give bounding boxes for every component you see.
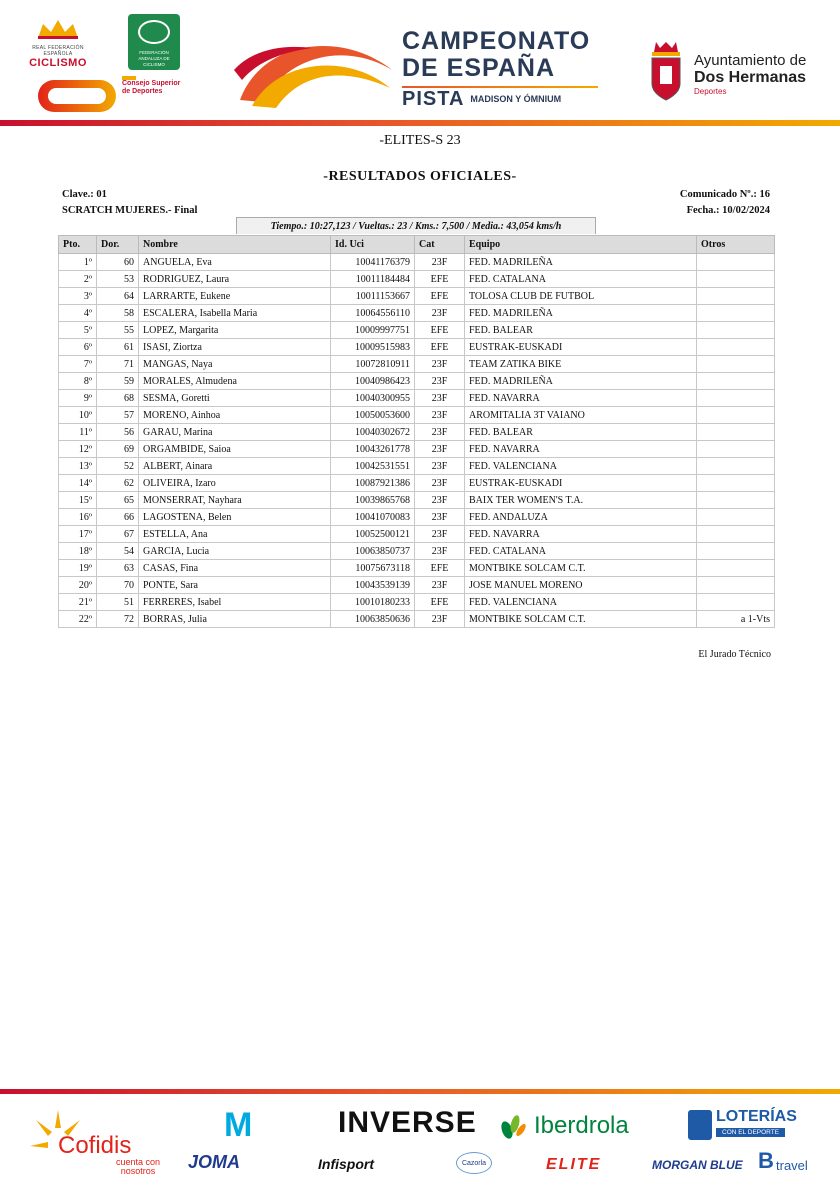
cell-name: ANGUELA, Eva xyxy=(139,254,331,271)
table-row xyxy=(59,356,775,373)
cell-other xyxy=(697,492,775,509)
cell-team: FED. VALENCIANA xyxy=(465,458,697,475)
ayuntamiento-line3: Deportes xyxy=(694,87,727,96)
cell-position: 8º xyxy=(59,373,97,390)
cell-other xyxy=(697,390,775,407)
rfec-crown-icon xyxy=(33,18,83,40)
cell-bib: 57 xyxy=(97,407,139,424)
cell-name: ORGAMBIDE, Saioa xyxy=(139,441,331,458)
table-row xyxy=(59,441,775,458)
table-row xyxy=(59,305,775,322)
cell-category: 23F xyxy=(415,424,465,441)
cell-other xyxy=(697,441,775,458)
cell-name: PONTE, Sara xyxy=(139,577,331,594)
cell-other xyxy=(697,305,775,322)
cell-other xyxy=(697,271,775,288)
header-divider xyxy=(0,120,840,126)
ayuntamiento-line2: Dos Hermanas xyxy=(694,69,807,86)
cell-category: EFE xyxy=(415,288,465,305)
cell-category: 23F xyxy=(415,390,465,407)
table-row xyxy=(59,543,775,560)
cell-category: 23F xyxy=(415,492,465,509)
cell-position: 3º xyxy=(59,288,97,305)
cell-uci-id: 10011184484 xyxy=(331,271,415,288)
cell-bib: 60 xyxy=(97,254,139,271)
jurado-signature: El Jurado Técnico xyxy=(698,649,771,660)
table-row xyxy=(59,492,775,509)
results-body xyxy=(59,254,775,628)
cell-team: FED. NAVARRA xyxy=(465,441,697,458)
cell-other: a 1-Vts xyxy=(697,611,775,628)
cell-position: 19º xyxy=(59,560,97,577)
cell-position: 12º xyxy=(59,441,97,458)
cell-bib: 61 xyxy=(97,339,139,356)
campeonato-line2: DE ESPAÑA xyxy=(402,54,556,82)
cell-name: LARRARTE, Eukene xyxy=(139,288,331,305)
cell-other xyxy=(697,458,775,475)
cell-bib: 65 xyxy=(97,492,139,509)
cell-other xyxy=(697,560,775,577)
rfec-logo xyxy=(18,18,98,69)
cell-team: FED. MADRILEÑA xyxy=(465,254,697,271)
cell-category: 23F xyxy=(415,543,465,560)
cell-uci-id: 10040300955 xyxy=(331,390,415,407)
cell-name: GARCIA, Lucia xyxy=(139,543,331,560)
campeonato-swoosh-icon xyxy=(232,30,397,112)
cell-team: FED. MADRILEÑA xyxy=(465,305,697,322)
cyclist-icon xyxy=(138,20,170,44)
table-row xyxy=(59,560,775,577)
faca-label: FEDERACIÓN ANDALUZA DE CICLISMO xyxy=(138,50,170,67)
cell-position: 2º xyxy=(59,271,97,288)
page-header xyxy=(0,0,840,128)
table-row xyxy=(59,322,775,339)
table-header-row xyxy=(59,236,775,254)
cell-category: 23F xyxy=(415,305,465,322)
cell-category: 23F xyxy=(415,526,465,543)
cell-position: 20º xyxy=(59,577,97,594)
table-row xyxy=(59,271,775,288)
cell-bib: 71 xyxy=(97,356,139,373)
fecha-label: Fecha.: 10/02/2024 xyxy=(686,205,770,216)
cell-position: 11º xyxy=(59,424,97,441)
cell-team: BAIX TER WOMEN'S T.A. xyxy=(465,492,697,509)
iberdrola-leaf-icon xyxy=(497,1110,527,1140)
event-label: SCRATCH MUJERES.- Final xyxy=(62,205,198,216)
cell-uci-id: 10052500121 xyxy=(331,526,415,543)
cell-team: FED. VALENCIANA xyxy=(465,594,697,611)
loterias-hand-icon xyxy=(688,1110,712,1140)
cell-category: EFE xyxy=(415,594,465,611)
cell-other xyxy=(697,373,775,390)
clave-label: Clave.: 01 xyxy=(62,189,107,200)
cell-name: MANGAS, Naya xyxy=(139,356,331,373)
cell-bib: 59 xyxy=(97,373,139,390)
cell-team: FED. ANDALUZA xyxy=(465,509,697,526)
cell-bib: 52 xyxy=(97,458,139,475)
cell-team: FED. NAVARRA xyxy=(465,526,697,543)
cell-bib: 58 xyxy=(97,305,139,322)
faca-logo xyxy=(128,14,180,70)
cell-uci-id: 10011153667 xyxy=(331,288,415,305)
btravel-logo: travel xyxy=(776,1158,808,1173)
cell-team: FED. BALEAR xyxy=(465,424,697,441)
cell-other xyxy=(697,594,775,611)
pista-label: PISTA xyxy=(402,88,465,110)
cell-bib: 66 xyxy=(97,509,139,526)
cell-bib: 51 xyxy=(97,594,139,611)
table-row xyxy=(59,458,775,475)
cell-name: RODRIGUEZ, Laura xyxy=(139,271,331,288)
cell-uci-id: 10043539139 xyxy=(331,577,415,594)
cell-other xyxy=(697,356,775,373)
btravel-b-logo: B xyxy=(758,1148,774,1173)
cell-category: 23F xyxy=(415,577,465,594)
table-row xyxy=(59,373,775,390)
cell-other xyxy=(697,526,775,543)
cell-category: EFE xyxy=(415,560,465,577)
table-row xyxy=(59,254,775,271)
col-header-pto: Pto. xyxy=(59,236,97,254)
cell-position: 14º xyxy=(59,475,97,492)
campeonato-subtitle xyxy=(402,88,561,111)
table-row xyxy=(59,288,775,305)
cell-other xyxy=(697,254,775,271)
cell-team: MONTBIKE SOLCAM C.T. xyxy=(465,611,697,628)
elite-logo: ELITE xyxy=(546,1156,602,1173)
cell-other xyxy=(697,577,775,594)
cell-uci-id: 10010180233 xyxy=(331,594,415,611)
cell-uci-id: 10087921386 xyxy=(331,475,415,492)
cell-uci-id: 10072810911 xyxy=(331,356,415,373)
cell-other xyxy=(697,288,775,305)
cell-position: 7º xyxy=(59,356,97,373)
cell-other xyxy=(697,509,775,526)
iberdrola-logo: Iberdrola xyxy=(534,1112,629,1139)
cell-uci-id: 10040302672 xyxy=(331,424,415,441)
cell-category: 23F xyxy=(415,407,465,424)
table-row xyxy=(59,526,775,543)
table-row xyxy=(59,475,775,492)
cell-uci-id: 10039865768 xyxy=(331,492,415,509)
cazorla-logo: Cazorla xyxy=(456,1152,492,1174)
cell-bib: 72 xyxy=(97,611,139,628)
cell-uci-id: 10063850636 xyxy=(331,611,415,628)
loterias-sublabel: CON EL DEPORTE xyxy=(716,1128,785,1137)
cell-bib: 53 xyxy=(97,271,139,288)
cell-other xyxy=(697,322,775,339)
cell-team: FED. BALEAR xyxy=(465,322,697,339)
campeonato-title xyxy=(402,27,591,110)
cell-other xyxy=(697,475,775,492)
cell-name: LAGOSTENA, Belen xyxy=(139,509,331,526)
cell-uci-id: 10050053600 xyxy=(331,407,415,424)
cell-category: EFE xyxy=(415,322,465,339)
col-header-cat: Cat xyxy=(415,236,465,254)
comunicado-label: Comunicado Nº.: 16 xyxy=(679,189,770,200)
cell-uci-id: 10043261778 xyxy=(331,441,415,458)
cell-name: ISASI, Ziortza xyxy=(139,339,331,356)
footer-divider xyxy=(0,1089,840,1094)
cell-position: 22º xyxy=(59,611,97,628)
race-info-box: Tiempo.: 10:27,123 / Vueltas.: 23 / Kms.: 7,500 / Media.: 43,054 kms/h xyxy=(236,217,596,234)
cell-team: TOLOSA CLUB DE FUTBOL xyxy=(465,288,697,305)
movistar-logo: M xyxy=(224,1106,253,1144)
cell-team: EUSTRAK-EUSKADI xyxy=(465,339,697,356)
cell-uci-id: 10075673118 xyxy=(331,560,415,577)
cell-uci-id: 10009997751 xyxy=(331,322,415,339)
cell-category: 23F xyxy=(415,373,465,390)
cell-category: 23F xyxy=(415,611,465,628)
cell-name: ESTELLA, Ana xyxy=(139,526,331,543)
ayuntamiento-logo xyxy=(694,52,806,97)
loterias-logo: LOTERÍAS xyxy=(716,1108,797,1125)
cell-team: JOSE MANUEL MORENO xyxy=(465,577,697,594)
dos-hermanas-shield-icon xyxy=(648,40,684,102)
cell-bib: 70 xyxy=(97,577,139,594)
cell-name: MORENO, Ainhoa xyxy=(139,407,331,424)
cell-name: FERRERES, Isabel xyxy=(139,594,331,611)
cell-position: 18º xyxy=(59,543,97,560)
table-row xyxy=(59,390,775,407)
rfec-sub-label: REAL FEDERACIÓN ESPAÑOLA xyxy=(32,45,84,57)
cell-category: 23F xyxy=(415,509,465,526)
document-title: -RESULTADOS OFICIALES- xyxy=(323,169,517,184)
joma-logo: JOMA xyxy=(188,1152,241,1172)
campeonato-line1: CAMPEONATO xyxy=(402,27,591,55)
table-row xyxy=(59,509,775,526)
col-header-nombre: Nombre xyxy=(139,236,331,254)
table-row xyxy=(59,339,775,356)
cell-position: 4º xyxy=(59,305,97,322)
cell-position: 15º xyxy=(59,492,97,509)
cell-position: 16º xyxy=(59,509,97,526)
cell-team: MONTBIKE SOLCAM C.T. xyxy=(465,560,697,577)
cell-name: OLIVEIRA, Izaro xyxy=(139,475,331,492)
cell-category: 23F xyxy=(415,441,465,458)
csd-emblem-icon xyxy=(38,80,116,112)
cell-position: 13º xyxy=(59,458,97,475)
cell-bib: 56 xyxy=(97,424,139,441)
cell-name: ESCALERA, Isabella Maria xyxy=(139,305,331,322)
cell-name: CASAS, Fina xyxy=(139,560,331,577)
cell-position: 6º xyxy=(59,339,97,356)
table-row xyxy=(59,594,775,611)
cell-position: 1º xyxy=(59,254,97,271)
cell-other xyxy=(697,424,775,441)
cell-team: TEAM ZATIKA BIKE xyxy=(465,356,697,373)
col-header-dor: Dor. xyxy=(97,236,139,254)
cell-name: MORALES, Almudena xyxy=(139,373,331,390)
cell-name: LOPEZ, Margarita xyxy=(139,322,331,339)
cell-category: 23F xyxy=(415,458,465,475)
cell-category: 23F xyxy=(415,254,465,271)
table-row xyxy=(59,407,775,424)
category-title: -ELITES-S 23 xyxy=(379,133,461,148)
cell-category: EFE xyxy=(415,339,465,356)
col-header-equipo: Equipo xyxy=(465,236,697,254)
ayuntamiento-line1: Ayuntamiento de xyxy=(694,52,807,69)
col-header-otros: Otros xyxy=(697,236,775,254)
cell-bib: 63 xyxy=(97,560,139,577)
csd-label: Consejo Superior de Deportes xyxy=(122,80,181,95)
results-table xyxy=(58,235,775,628)
cofidis-logo: Cofidis xyxy=(58,1132,132,1159)
cell-bib: 55 xyxy=(97,322,139,339)
cell-name: GARAU, Marina xyxy=(139,424,331,441)
cell-position: 5º xyxy=(59,322,97,339)
rfec-main-label: CICLISMO xyxy=(29,57,87,69)
cell-bib: 67 xyxy=(97,526,139,543)
cell-team: FED. CATALANA xyxy=(465,543,697,560)
madison-label: MADISON Y ÓMNIUM xyxy=(470,94,562,104)
cell-team: AROMITALIA 3T VAIANO xyxy=(465,407,697,424)
cell-bib: 69 xyxy=(97,441,139,458)
table-row xyxy=(59,424,775,441)
table-row xyxy=(59,577,775,594)
cofidis-tagline: cuenta con nosotros xyxy=(115,1157,161,1176)
cell-category: 23F xyxy=(415,475,465,492)
inverse-logo: INVERSE xyxy=(338,1106,477,1139)
cell-other xyxy=(697,407,775,424)
cell-bib: 62 xyxy=(97,475,139,492)
cell-name: ALBERT, Ainara xyxy=(139,458,331,475)
cell-uci-id: 10064556110 xyxy=(331,305,415,322)
cell-position: 17º xyxy=(59,526,97,543)
cell-name: SESMA, Goretti xyxy=(139,390,331,407)
cell-bib: 54 xyxy=(97,543,139,560)
cell-uci-id: 10009515983 xyxy=(331,339,415,356)
cell-bib: 68 xyxy=(97,390,139,407)
cell-other xyxy=(697,339,775,356)
table-row xyxy=(59,611,775,628)
cell-position: 9º xyxy=(59,390,97,407)
cell-team: FED. NAVARRA xyxy=(465,390,697,407)
cell-name: BORRAS, Julia xyxy=(139,611,331,628)
cell-position: 21º xyxy=(59,594,97,611)
cell-other xyxy=(697,543,775,560)
morgan-blue-logo: MORGAN BLUE xyxy=(652,1158,743,1172)
cell-uci-id: 10041176379 xyxy=(331,254,415,271)
csd-logo xyxy=(38,78,118,118)
cell-team: FED. MADRILEÑA xyxy=(465,373,697,390)
cell-uci-id: 10042531551 xyxy=(331,458,415,475)
cell-category: EFE xyxy=(415,271,465,288)
cell-team: EUSTRAK-EUSKADI xyxy=(465,475,697,492)
cell-uci-id: 10041070083 xyxy=(331,509,415,526)
cell-name: MONSERRAT, Nayhara xyxy=(139,492,331,509)
cell-uci-id: 10040986423 xyxy=(331,373,415,390)
cell-category: 23F xyxy=(415,356,465,373)
col-header-uci: Id. Uci xyxy=(331,236,415,254)
cell-bib: 64 xyxy=(97,288,139,305)
cell-uci-id: 10063850737 xyxy=(331,543,415,560)
cell-position: 10º xyxy=(59,407,97,424)
cell-team: FED. CATALANA xyxy=(465,271,697,288)
infisport-logo: Infisport xyxy=(318,1156,374,1172)
